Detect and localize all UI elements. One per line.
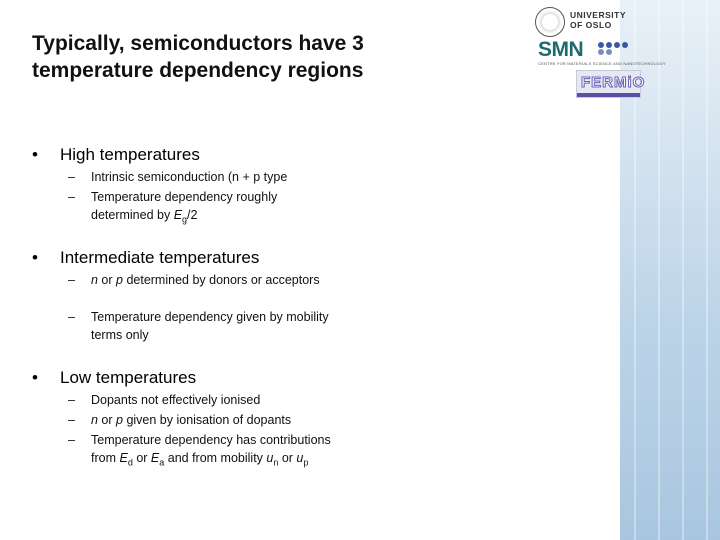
bullet-heading: Intermediate temperatures	[60, 248, 260, 267]
smn-logo: SMN	[538, 38, 584, 61]
bullet-icon: •	[32, 145, 38, 164]
smn-dots-icon	[598, 42, 638, 56]
smn-subtitle: CENTRE FOR MATERIALS SCIENCE AND NANOTECHNOLOGY	[538, 61, 666, 66]
uio-logo-text: UNIVERSITY OF OSLO	[570, 10, 627, 30]
sub-item-text: Temperature dependency has contributions from $E_d$ or $E_a$ and from mobility $u_n$ or $u_p$	[91, 433, 331, 468]
slide-title: Typically, semiconductors have 3 temperature dependency regions	[32, 32, 364, 82]
slide: UNIVERSITY OF OSLO SMN CENTRE FOR MATERIALS SCIENCE AND NANOTECHNOLOGY FERMiO Typically, semiconductors have 3 temperature dependency regions • High temperatures – Intrinsic semiconduction (n + p type – Temperature dependency roughly determined by $E_g/2$ • Intermediate temperatures – n or p determined by donors or acceptors – Temperature dependency given by mobility terms only • Low temperatures – Dopants not effectively ionised – n or p given by ionisation of dopants – Temperature dependency has contributions from $E_d$ or $E_a$ and from mobility $u_n$ or $u_p$	[0, 0, 720, 540]
sub-item-text: Dopants not effectively ionised	[91, 393, 261, 407]
sub-item-text: Intrinsic semiconduction (n + p type	[91, 170, 288, 184]
sub-item-text: n or p given by ionisation of dopants	[91, 413, 292, 427]
university-seal-icon	[535, 7, 565, 37]
bullet-icon: •	[32, 368, 38, 387]
fermio-logo	[576, 70, 646, 98]
fermio-logo-text: FERMiO	[581, 74, 646, 91]
sub-item-text: Temperature dependency roughly determined by $E_g/2$	[91, 190, 278, 225]
sub-item-text: Temperature dependency given by mobility terms only	[91, 310, 329, 342]
bullet-heading: Low temperatures	[60, 368, 197, 387]
bullet-heading: High temperatures	[60, 145, 200, 164]
bullet-icon: •	[32, 248, 38, 267]
sub-item-text: n or p determined by donors or acceptors	[91, 273, 320, 287]
logo-group	[532, 4, 666, 104]
